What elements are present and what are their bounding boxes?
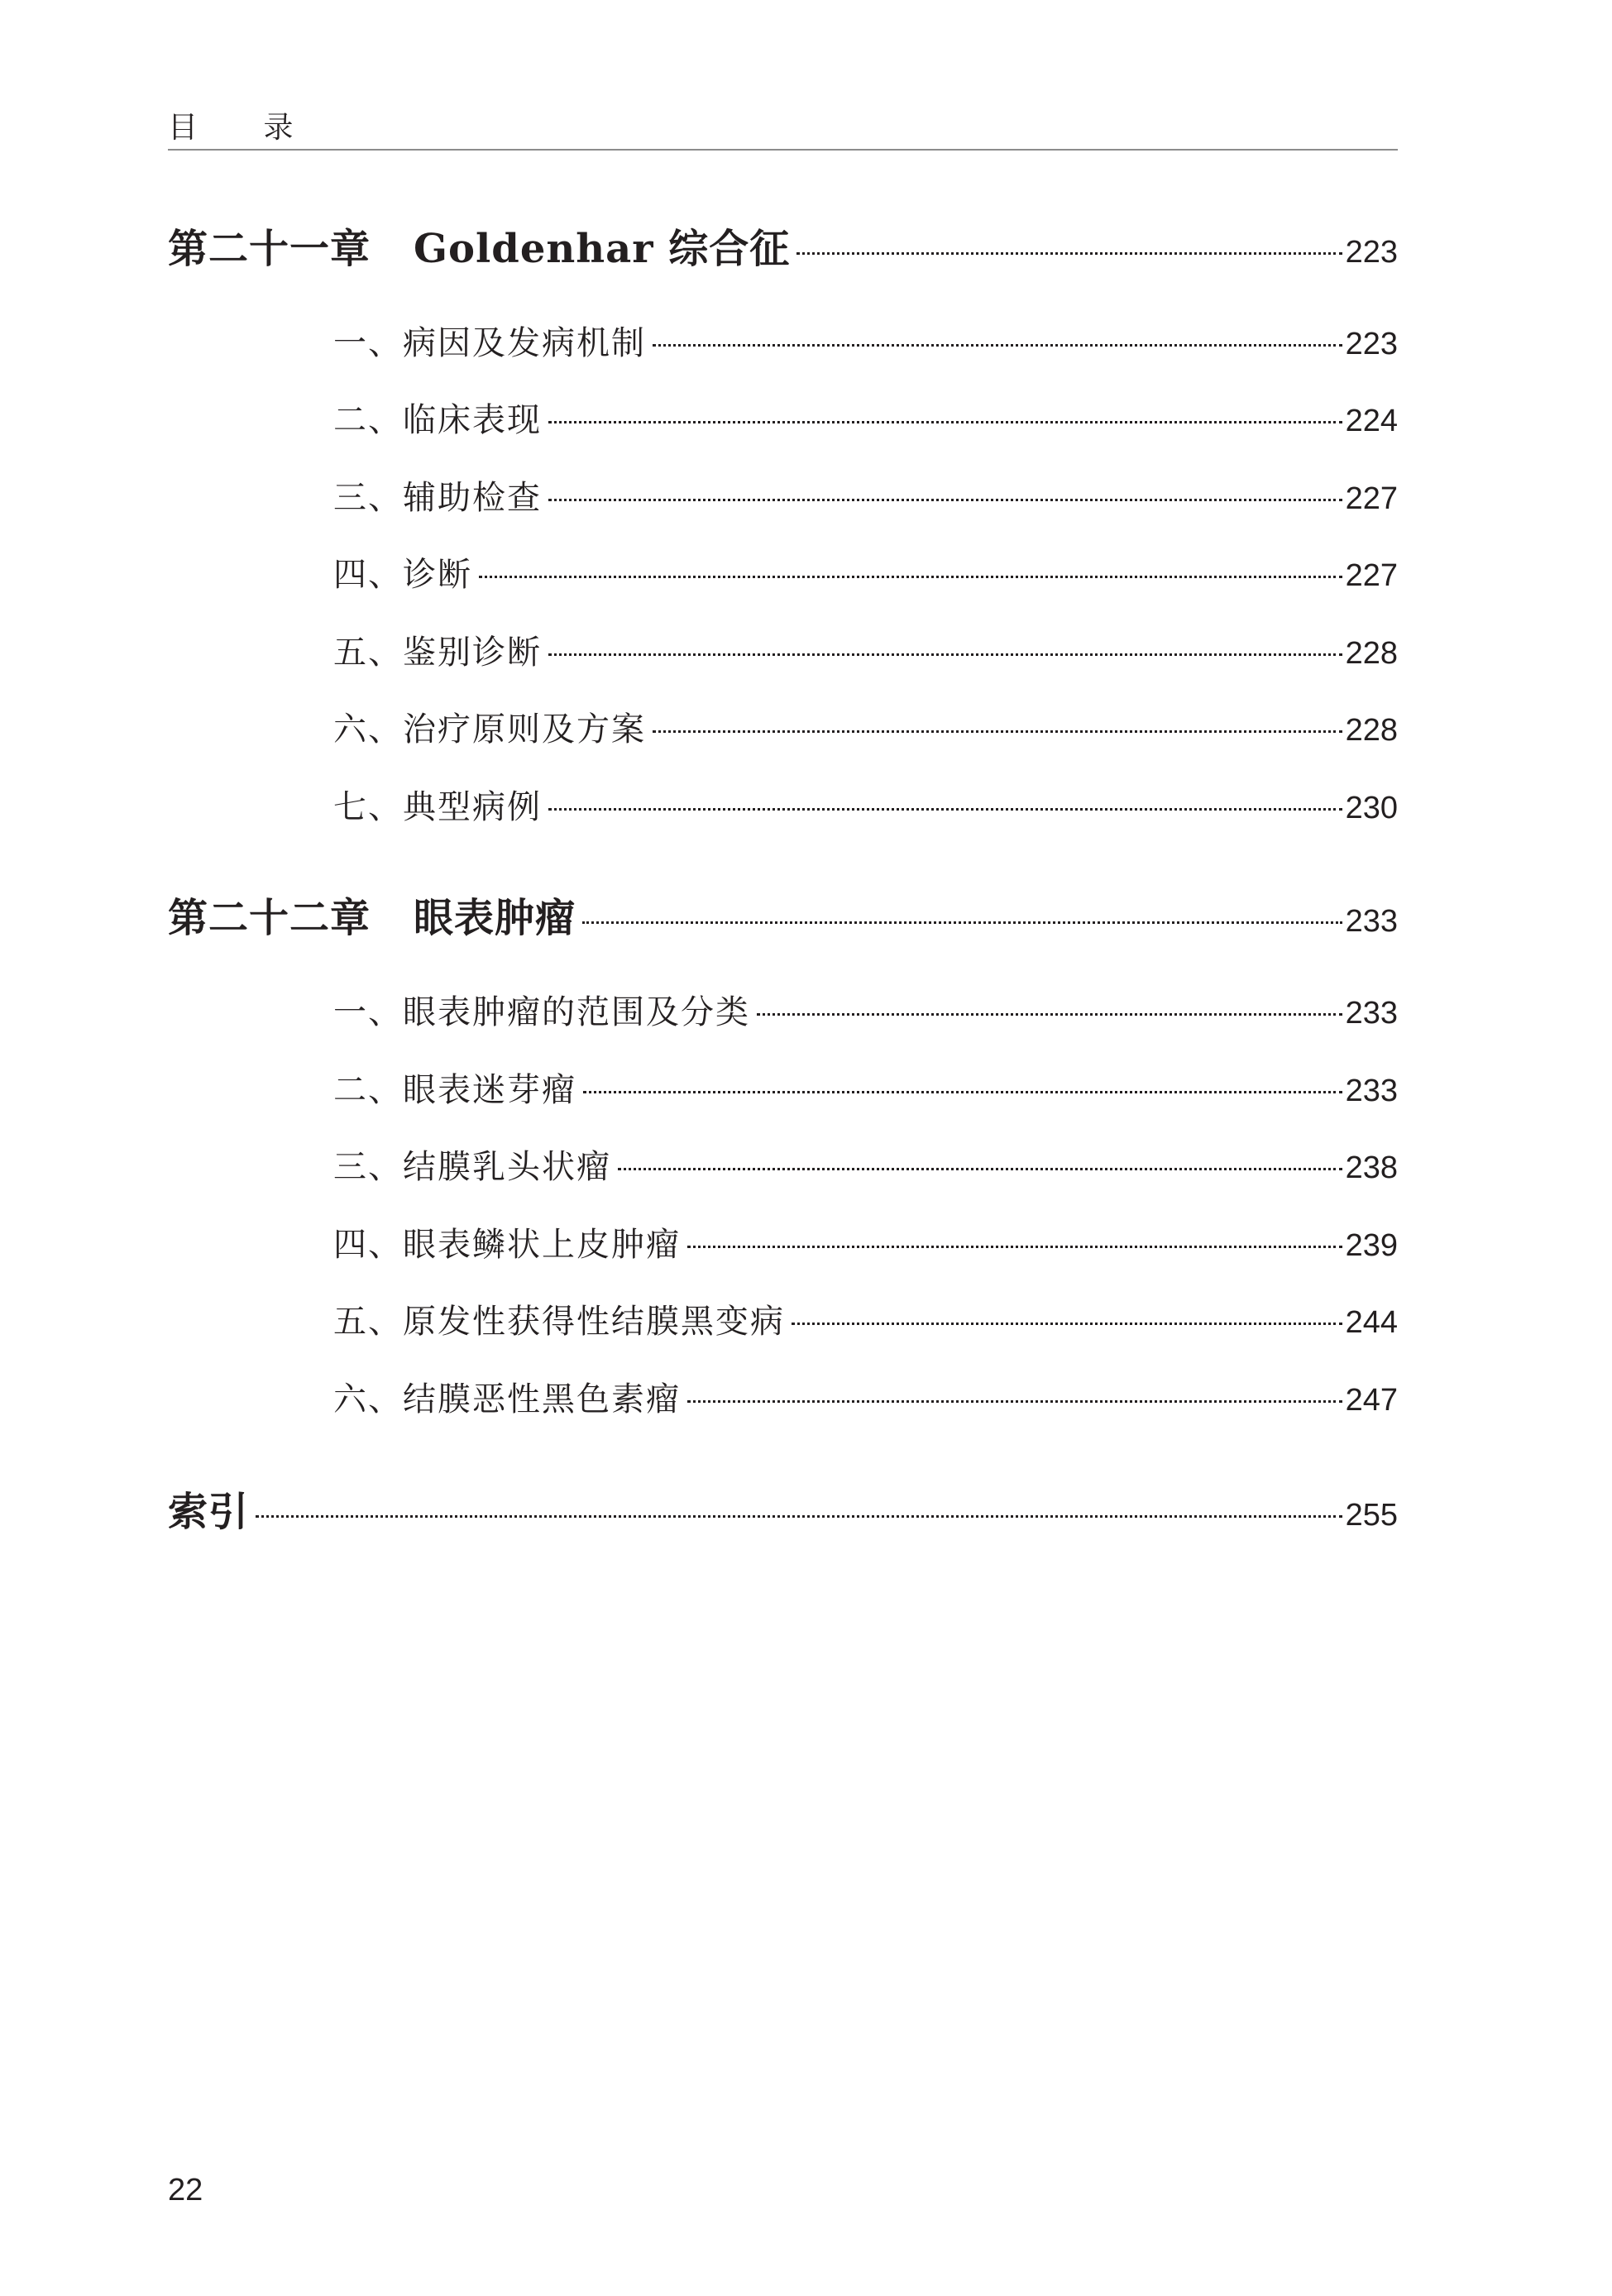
page-ref: 223 [1345,235,1398,270]
section-label: 五、鉴别诊断 [333,634,542,672]
dot-leader [582,921,1342,924]
dot-leader [687,1400,1342,1403]
toc-chapter-22[interactable] [168,886,1398,943]
toc-section[interactable] [333,317,1398,364]
dot-leader [479,576,1342,578]
toc-section[interactable] [333,471,1398,519]
header-title: 目 录 [168,111,322,145]
page-ref: 227 [1345,558,1398,593]
page-ref: 244 [1345,1305,1398,1340]
page-ref: 238 [1345,1150,1398,1185]
toc-section[interactable] [333,703,1398,750]
section-label: 三、辅助检查 [333,479,542,517]
table-of-contents [168,0,1398,2296]
chapter-title: Goldenhar 综合征 [414,226,791,272]
page-ref: 233 [1345,996,1398,1031]
toc-section[interactable] [333,1141,1398,1188]
page-ref: 247 [1345,1383,1398,1418]
dot-leader [796,252,1342,255]
page-ref: 255 [1345,1498,1398,1533]
toc-section[interactable] [333,781,1398,828]
dot-leader [548,653,1342,656]
dot-leader [653,344,1342,347]
dot-leader [256,1515,1342,1518]
chapter-heading [168,217,790,274]
dot-leader [548,421,1342,423]
page-ref: 230 [1345,791,1398,825]
toc-section[interactable] [333,548,1398,596]
toc-section[interactable] [333,1218,1398,1265]
section-label: 五、原发性获得性结膜黑变病 [333,1303,785,1341]
dot-leader [687,1246,1342,1248]
dot-leader [757,1013,1342,1016]
chapter-number: 第二十一章 [168,226,371,272]
section-label: 一、病因及发病机制 [333,324,646,362]
section-label: 二、眼表迷芽瘤 [333,1071,576,1109]
toc-section[interactable] [333,986,1398,1033]
dot-leader [792,1323,1342,1325]
toc-index[interactable] [168,1480,1398,1537]
toc-section[interactable] [333,1373,1398,1420]
section-label: 一、眼表肿瘤的范围及分类 [333,993,750,1031]
dot-leader [548,499,1342,501]
section-label: 六、结膜恶性黑色素瘤 [333,1380,681,1418]
page-ref: 227 [1345,481,1398,516]
page-ref: 233 [1345,1074,1398,1108]
page-ref: 228 [1345,713,1398,748]
dot-leader [618,1168,1342,1170]
toc-section[interactable] [333,626,1398,673]
page-ref: 228 [1345,636,1398,671]
section-label: 二、临床表现 [333,401,542,439]
toc-section[interactable] [333,394,1398,441]
dot-leader [653,730,1342,733]
index-label: 索引 [168,1489,250,1535]
page-ref: 223 [1345,327,1398,361]
page-ref: 224 [1345,404,1398,438]
section-label: 四、眼表鳞状上皮肿瘤 [333,1226,681,1264]
section-label: 四、诊断 [333,556,472,594]
dot-leader [583,1091,1342,1093]
page-number: 22 [168,2173,203,2208]
section-label: 七、典型病例 [333,788,542,826]
section-label: 三、结膜乳头状瘤 [333,1148,611,1186]
chapter-heading [168,886,576,943]
page-ref: 239 [1345,1228,1398,1263]
chapter-number: 第二十二章 [168,895,371,941]
section-label: 六、治疗原则及方案 [333,710,646,749]
page-ref: 233 [1345,904,1398,939]
dot-leader [548,808,1342,811]
chapter-title: 眼表肿瘤 [414,895,576,941]
toc-section[interactable] [333,1064,1398,1111]
toc-section[interactable] [333,1295,1398,1342]
toc-chapter-21[interactable] [168,217,1398,274]
